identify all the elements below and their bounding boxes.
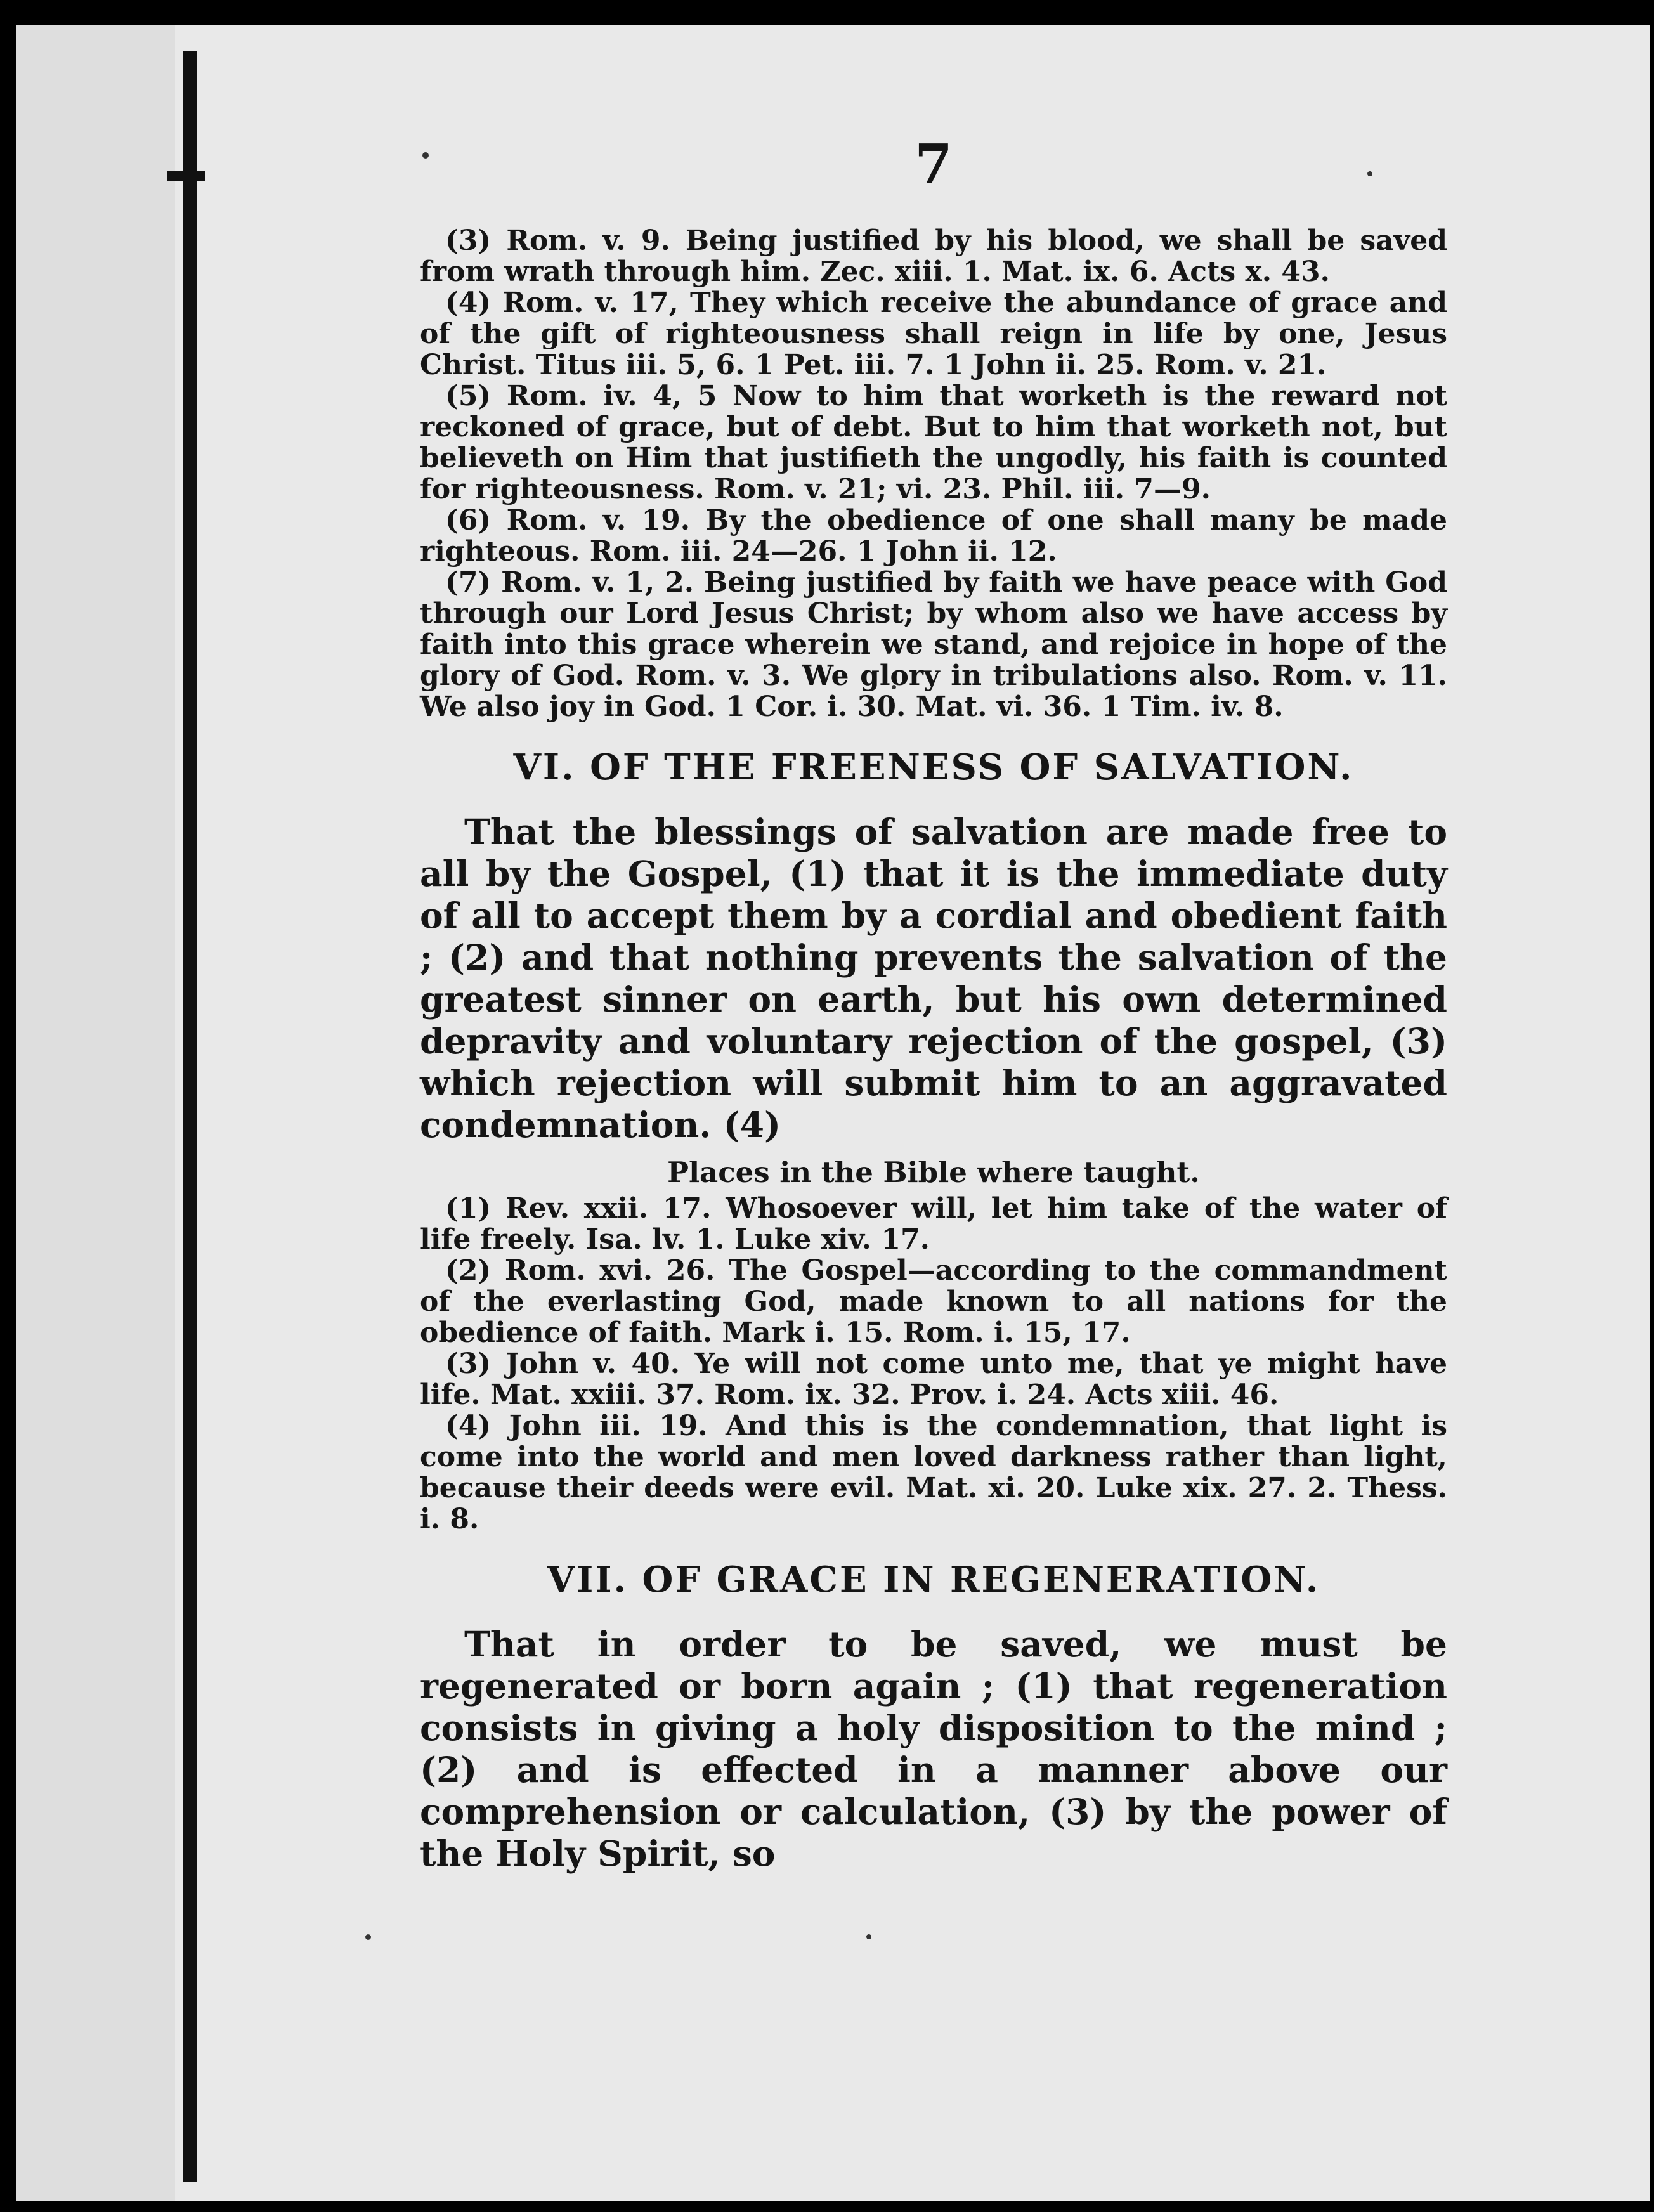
reference-paragraph: (3) John v. 40. Ye will not come unto me, that ye might have life. Mat. xxiii. 37. Rom. ix. 32. Prov. i. 24. Acts xiii. 46. bbox=[420, 1348, 1447, 1411]
binding-line bbox=[183, 51, 197, 2182]
binding-margin bbox=[16, 25, 175, 2201]
reference-paragraph: (2) Rom. xvi. 26. The Gospel—according to the commandment of the everlasting God, made known to all nations for the obedience of faith. Mark i. 15. Rom. i. 15, 17. bbox=[420, 1254, 1447, 1349]
section-6-references bbox=[420, 1193, 1447, 1535]
section-6-heading: VI. OF THE FREENESS OF SALVATION. bbox=[513, 746, 1354, 788]
section-5-references bbox=[420, 225, 1447, 722]
document-page bbox=[16, 25, 1650, 2201]
section-7-heading: VII. OF GRACE IN REGENERATION. bbox=[547, 1559, 1320, 1601]
reference-paragraph: (4) Rom. v. 17, They which receive the abundance of grace and of the gift of righteousness shall reign in life by one, Jesus Christ. Titus iii. 5, 6. 1 Pet. iii. 7. 1 John ii. 25. Rom. v. 21. bbox=[420, 287, 1447, 381]
reference-paragraph: (7) Rom. v. 1, 2. Being justified by faith we have peace with God through our Lord Jesus Christ; by whom also we have access by faith into this grace wherein we stand, and rejoice in hope of the glory of God. Rom. v. 3. We glory in tribulations also. Rom. v. 11. We also joy in God. 1 Cor. i. 30. Mat. vi. 36. 1 Tim. iv. 8. bbox=[420, 566, 1447, 723]
reference-paragraph: (6) Rom. v. 19. By the obedience of one shall many be made righteous. Rom. iii. 24—26. 1 John ii. 12. bbox=[420, 504, 1447, 568]
places-heading: Places in the Bible where taught. bbox=[667, 1155, 1200, 1189]
section-6-body: That the blessings of salvation are made free to all by the Gospel, (1) that it is the immediate duty of all to accept them by a cordial and obedient faith ; (2) and that nothing prevents the salvation of the greatest sinner on earth, but his own determined depravity and voluntary rejection of the gospel, (3) which rejection will submit him to an aggravated condemnation. (4) bbox=[420, 811, 1447, 1145]
page-text bbox=[420, 133, 1447, 1875]
print-speck bbox=[365, 1934, 371, 1940]
reference-paragraph: (1) Rev. xxii. 17. Whosoever will, let him take of the water of life freely. Isa. lv. 1. Luke xiv. 17. bbox=[420, 1192, 1447, 1256]
print-speck bbox=[866, 1934, 871, 1939]
page-number: 7 bbox=[915, 133, 953, 197]
section-7-body: That in order to be saved, we must be regenerated or born again ; (1) that regeneration consists in giving a holy disposition to the mind ; (2) and is effected in a manner above our comprehension or calculation, (3) by the power of the Holy Spirit, so bbox=[420, 1623, 1447, 1874]
reference-paragraph: (3) Rom. v. 9. Being justified by his blood, we shall be saved from wrath through him. Zec. xiii. 1. Mat. ix. 6. Acts x. 43. bbox=[420, 224, 1447, 288]
binding-notch bbox=[167, 171, 205, 181]
reference-paragraph: (4) John iii. 19. And this is the condemnation, that light is come into the world and men loved darkness rather than light, because their deeds were evil. Mat. xi. 20. Luke xix. 27. 2. Thess. i. 8. bbox=[420, 1410, 1447, 1535]
reference-paragraph: (5) Rom. iv. 4, 5 Now to him that worketh is the reward not reckoned of grace, but of debt. But to him that worketh not, but believeth on Him that justifieth the ungodly, his faith is counted for righteousness. Rom. v. 21; vi. 23. Phil. iii. 7—9. bbox=[420, 380, 1447, 505]
